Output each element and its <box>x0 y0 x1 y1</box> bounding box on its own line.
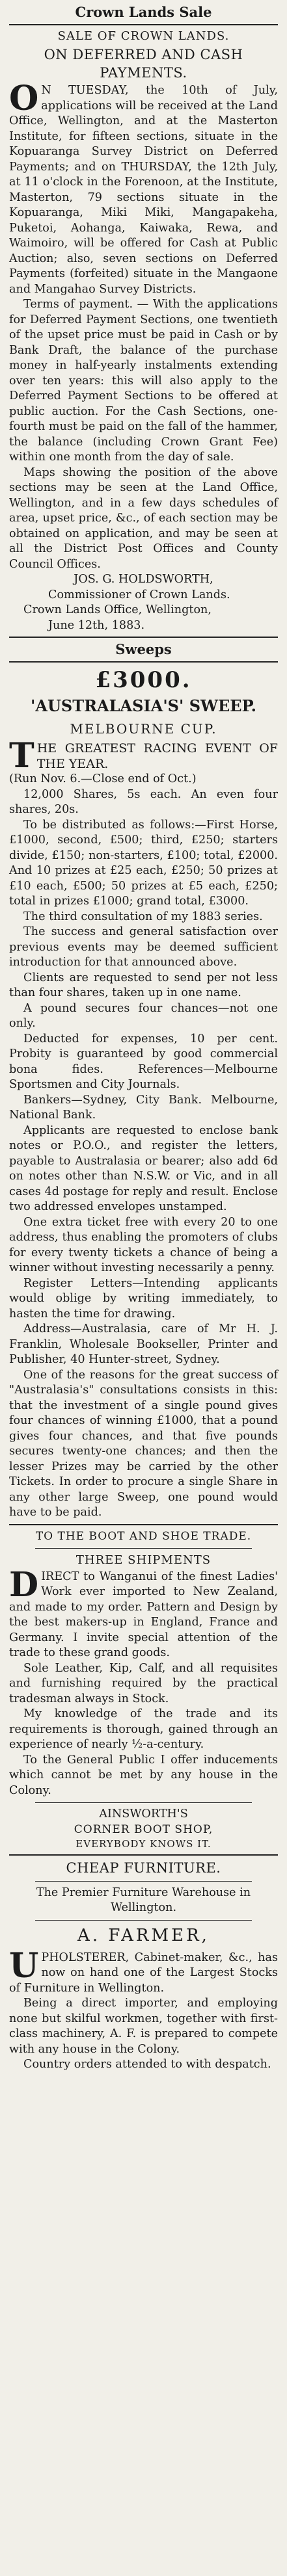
crown-date: June 12th, 1883. <box>48 618 145 632</box>
crown-heading: SALE OF CROWN LANDS. <box>57 29 230 43</box>
boot-paragraph: DIRECT to Wanganui of the finest Ladies' Work ever imported to New Zealand, and made to my order. Pattern and Design by the best makers-up in England, France and Germany. I invite special attention of the trade to these grand goods. <box>9 1564 278 1659</box>
boot-signer: AINSWORTH'S <box>99 1807 188 1820</box>
sweep-paragraph: One of the reasons for the great success of "Australasia's" consultations consists in this: that the investment of a single pound gives four chances of winning £1000, that a pound gives four chances, and that five pounds secures twenty-one chances; and then the lesser Prizes may be carried by the other Tickets. In order to procure a single Share in any other large Sweep, one pound would have to be paid. <box>9 1368 278 1519</box>
section-title-sweeps: Sweeps <box>115 641 172 657</box>
sweep-paragraph: Clients are requested to send per not less than four shares, taken up in one name. <box>9 971 278 999</box>
crown-office: Crown Lands Office, Wellington, <box>23 603 212 616</box>
crown-signer-title: Commissioner of Crown Lands. <box>48 588 230 601</box>
divider <box>9 1854 278 1856</box>
furniture-advert <box>9 1859 278 2073</box>
boot-trade-heading: TO THE BOOT AND SHOE TRADE. <box>35 1529 252 1543</box>
sweep-paragraph: Applicants are requested to enclose bank notes or P.O.O., and register the letters, payable to Australasia or bearer; also add 6d on notes other than N.S.W. or Vic, and in all cases 4d postage for reply and result. Enclose two addressed envelopes unstamped. <box>9 1124 278 1213</box>
boot-trade-advert <box>9 1529 278 1851</box>
sweeps-advert <box>9 641 278 1521</box>
sweep-paragraph: 12,000 Shares, 5s each. An even four shares, 20s. <box>9 787 278 816</box>
boot-paragraph: My knowledge of the trade and its requirements is thorough, gained through an experience of nearly ½-a-century. <box>9 1707 278 1751</box>
divider <box>35 1920 252 1921</box>
crown-maps-paragraph: Maps showing the position of the above sections may be seen at the Land Office, Wellington, and in a few days schedules of area, upset price, &c., of each section may be obtained on application, and may be seen at all the District Post Offices and County Council Offices. <box>9 466 278 571</box>
sweep-event: MELBOURNE CUP. <box>70 721 217 737</box>
sweep-paragraph: Bankers—Sydney, City Bank. Melbourne, National Bank. <box>9 1093 278 1122</box>
sweep-paragraph: Address—Australasia, care of Mr H. J. Franklin, Wholesale Bookseller, Printer and Publisher, 40 Hunter-street, Sydney. <box>9 1322 278 1366</box>
drop-cap: O <box>9 79 39 118</box>
sweep-paragraph: One extra ticket free with every 20 to one address, thus enabling the promoters of clubs for every twenty tickets a chance of being a winner without investing necessarily a penny. <box>9 1215 278 1274</box>
drop-cap: D <box>9 1564 39 1605</box>
boot-paragraph: Sole Leather, Kip, Calf, and all requisites and furnishing required by the practical tradesman always in Stock. <box>9 1661 278 1705</box>
furniture-firm-name: A. FARMER, <box>77 1925 210 1945</box>
divider <box>9 661 278 663</box>
sweep-run-dates: (Run Nov. 6.—Close end of Oct.) <box>9 772 197 785</box>
boot-shipments: THREE SHIPMENTS <box>75 1553 212 1567</box>
divider <box>9 1524 278 1525</box>
divider <box>35 1548 252 1549</box>
drop-cap: T <box>9 736 34 776</box>
sweep-paragraph: Deducted for expenses, 10 per cent. Probity is guaranteed by good commercial bona fides. References—Melbourne Sportsmen and City Journals. <box>9 1032 278 1091</box>
section-title-crown-lands: Crown Lands Sale <box>75 4 212 20</box>
sweep-paragraph: To be distributed as follows:—First Horse, £1000, second, £500; third, £250; starters divide, £150; non-starters, £100; total, £2000. And 10 prizes at £25 each, £250; 50 prizes at £10 each, £500; 50 prizes at £5 each, £250; total in prizes £1000; grand total, £3000. <box>9 818 278 908</box>
furniture-paragraph: Country orders attended to with despatch. <box>23 2058 271 2071</box>
sweep-title: 'AUSTRALASIA'S' SWEEP. <box>30 696 256 715</box>
sweep-amount: £3000. <box>95 667 192 693</box>
furniture-heading: CHEAP FURNITURE. <box>66 1860 221 1876</box>
crown-lands-advert <box>9 4 278 633</box>
crown-subheading: ON DEFERRED AND CASH PAYMENTS. <box>44 47 243 81</box>
sweep-headline: THE GREATEST RACING EVENT OF THE YEAR. <box>9 736 278 776</box>
crown-paragraph: O N TUESDAY, the 10th of July, applications will be received at the Land Office, Wellington, and at the Masterton Institute, for fifteen sections, situate in the Kopuaranga Survey District on Deferred Payments; and on THURSDAY, the 12th July, at 11 o'clock in the Forenoon, at the Institute, Masterton, 79 sections situate in the Kopuaranga, Miki Miki, Mangapakeha, Puketoi, Aohanga, Kaiwaka, Rewa, and Waimoiro, will be offered for Cash at Public Auction; also, seven sections on Deferred Payments (forfeited) situate in the Mangaone and Mangahao Survey Districts. <box>9 79 278 296</box>
boot-shop-name: CORNER BOOT SHOP, <box>74 1822 213 1836</box>
divider <box>35 1802 252 1803</box>
furniture-paragraph: Being a direct importer, and employing none but skilful workmen, together with first-class machinery, A. F. is prepared to compete with any house in the Colony. <box>9 1997 278 2056</box>
crown-terms-paragraph: Terms of payment. — With the applications for Deferred Payment Sections, one twentieth of the upset price must be paid in Cash or by Bank Draft, the balance of the purchase money in half-yearly instalments extending over ten years: this will also apply to the Deferred Payment Sections to be offered at public auction. For the Cash Sections, one-fourth must be paid on the fall of the hammer, the balance (including Crown Grant Fee) within one month from the day of sale. <box>9 298 278 464</box>
furniture-intro: The Premier Furniture Warehouse in Wellington. <box>36 1886 251 1914</box>
divider <box>9 24 278 25</box>
sweep-paragraph: The success and general satisfaction over previous events may be deemed sufficient introduction for that announced above. <box>9 925 278 969</box>
boot-motto: EVERYBODY KNOWS IT. <box>75 1837 212 1850</box>
sweep-paragraph: Register Letters—Intending applicants would oblige by writing immediately, to hasten the time for drawing. <box>9 1276 278 1321</box>
boot-paragraph: To the General Public I offer inducements which cannot be met by any house in the Colony. <box>9 1753 278 1797</box>
divider <box>35 1881 252 1882</box>
crown-signer: JOS. G. HOLDSWORTH, <box>74 573 213 586</box>
sweep-paragraph: A pound secures four chances—not one only. <box>9 1001 278 1030</box>
divider <box>9 637 278 638</box>
drop-cap: U <box>9 1945 39 1986</box>
sweep-paragraph: The third consultation of my 1883 series. <box>23 910 263 923</box>
furniture-paragraph: UPHOLSTERER, Cabinet-maker, &c., has now on hand one of the Largest Stocks of Furniture in Wellington. <box>9 1945 278 1995</box>
